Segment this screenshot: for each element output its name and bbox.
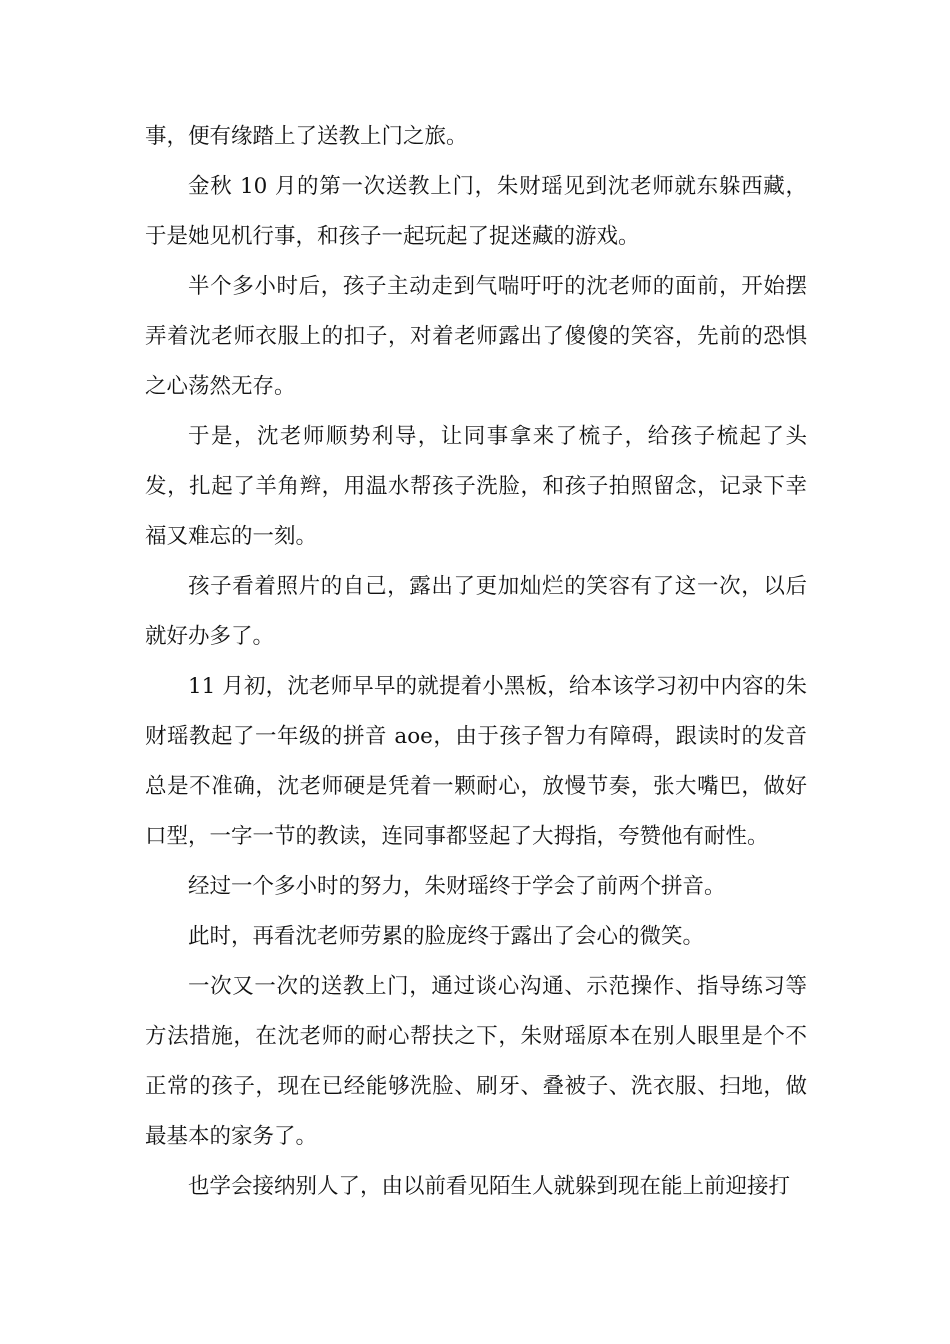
paragraph-continuation: 事，便有缘踏上了送教上门之旅。	[145, 124, 468, 149]
document-body	[145, 112, 807, 1212]
paragraph: 孩子看着照片的自己，露出了更加灿烂的笑容有了这一次，以后就好办多了。	[145, 574, 807, 649]
paragraph: 半个多小时后，孩子主动走到气喘吁吁的沈老师的面前，开始摆弄着沈老师衣服上的扣子，对着老师露出了傻傻的笑容，先前的恐惧之心荡然无存。	[145, 274, 807, 399]
paragraph: 于是，沈老师顺势利导，让同事拿来了梳子，给孩子梳起了头发，扎起了羊角辫，用温水帮孩子洗脸，和孩子拍照留念，记录下幸福又难忘的一刻。	[145, 424, 807, 549]
paragraph: 金秋 10 月的第一次送教上门，朱财瑶见到沈老师就东躲西藏，于是她见机行事，和孩子一起玩起了捉迷藏的游戏。	[145, 174, 807, 249]
paragraph: 一次又一次的送教上门，通过谈心沟通、示范操作、指导练习等方法措施，在沈老师的耐心帮扶之下，朱财瑶原本在别人眼里是个不正常的孩子，现在已经能够洗脸、刷牙、叠被子、洗衣服、扫地，做最基本的家务了。	[145, 974, 807, 1149]
paragraph: 经过一个多小时的努力，朱财瑶终于学会了前两个拼音。	[188, 874, 726, 899]
paragraph: 此时，再看沈老师劳累的脸庞终于露出了会心的微笑。	[188, 924, 705, 949]
paragraph: 11 月初，沈老师早早的就提着小黑板，给本该学习初中内容的朱财瑶教起了一年级的拼音 aoe，由于孩子智力有障碍，跟读时的发音总是不准确，沈老师硬是凭着一颗耐心，放慢节奏，张大嘴巴，做好口型，一字一节的教读，连同事都竖起了大拇指，夸赞他有耐性。	[145, 674, 807, 849]
paragraph: 也学会接纳别人了，由以前看见陌生人就躲到现在能上前迎接打	[188, 1174, 791, 1199]
